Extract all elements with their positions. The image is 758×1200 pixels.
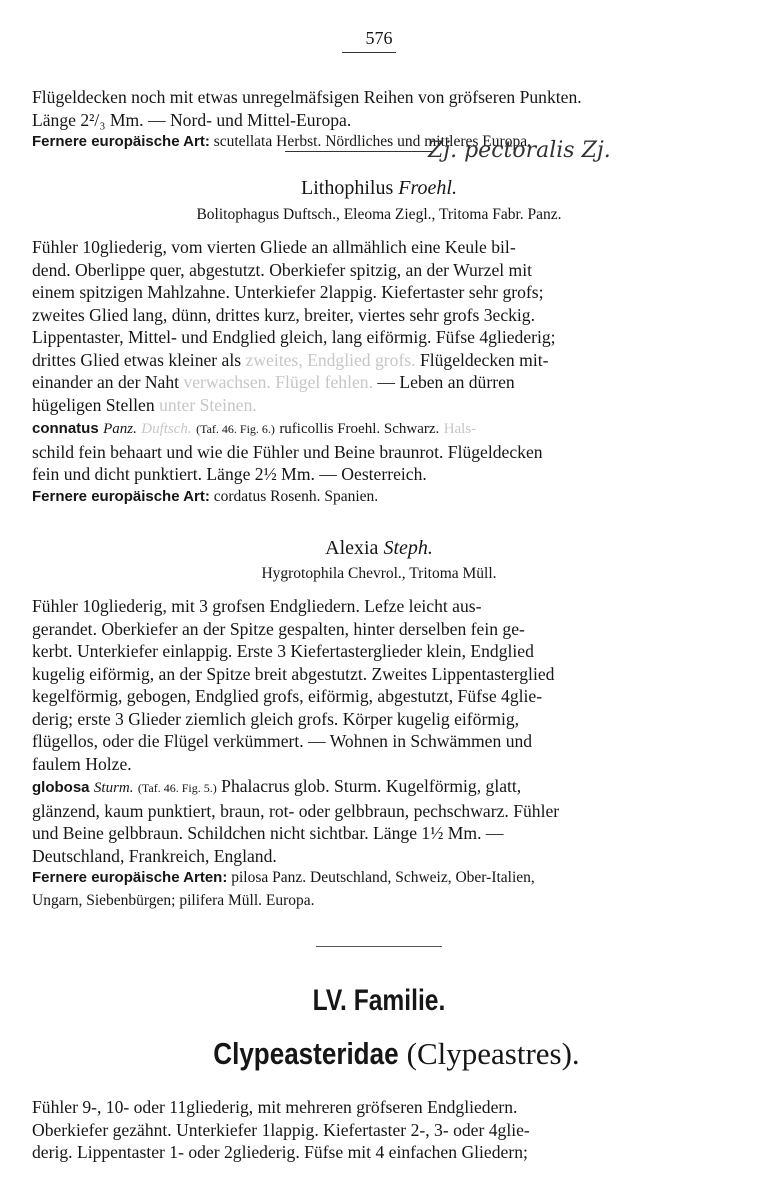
species-line: glänzend, kaum punktiert, braun, rot- oder gelbbraun, pechschwarz. Fühler bbox=[32, 800, 560, 821]
text-run: ruficollis Froehl. Schwarz. bbox=[279, 421, 440, 437]
description-line: einem spitzigen Mahlzahne. Unterkiefer 2lappig. Kiefertaster sehr grofs; bbox=[32, 282, 544, 302]
species-line: und Beine gelbbraun. Schildchen nicht sichtbar. Länge 1½ Mm. — bbox=[32, 823, 504, 843]
intro-paragraph bbox=[32, 86, 726, 154]
alexia-description bbox=[32, 595, 726, 912]
handwritten-annotation: Zj. pectoralis Zj. bbox=[428, 138, 611, 163]
pencil-underline bbox=[285, 151, 432, 152]
further-species-text: scutellata Herbst. Nördliches und mittleres Europa. bbox=[213, 133, 531, 150]
description-line bbox=[32, 371, 726, 394]
genus-synonyms: Hygrotophila Chevrol., Tritoma Müll. bbox=[261, 565, 497, 582]
description-line: kugelig eiförmig, an der Spitze breit abgestutzt. Zweites Lippentasterglied bbox=[32, 663, 555, 684]
text-run: drittes Glied etwas kleiner als bbox=[32, 349, 242, 370]
description-line: kegelförmig, gebogen, Endglied grofs, eiförmig, abgestutzt, Füfse 4glie- bbox=[32, 686, 543, 706]
genus-heading-alexia bbox=[0, 537, 758, 560]
family-name-alt: (Clypeastres). bbox=[406, 1036, 580, 1071]
description-line bbox=[32, 349, 726, 372]
species-line: Deutschland, Frankreich, England. bbox=[32, 845, 277, 866]
description-line: derig; erste 3 Glieder ziemlich gleich grofs. Körper kugelig eiförmig, bbox=[32, 708, 520, 729]
further-species-label: Fernere europäische Art: bbox=[32, 487, 210, 505]
family-number-heading: LV. Familie. bbox=[312, 984, 446, 1017]
genus-name: Lithophilus bbox=[301, 177, 394, 199]
faded-text-run: zweites, Endglied grofs. bbox=[245, 349, 416, 370]
genus-name: Alexia bbox=[325, 537, 379, 559]
faded-text-run: verwachsen. Flügel fehlen. bbox=[183, 372, 373, 392]
text-run: einander an der Naht bbox=[32, 372, 180, 392]
description-line: Oberkiefer gezähnt. Unterkiefer 1lappig. Kiefertaster 2-, 3- oder 4glie- bbox=[32, 1119, 530, 1140]
description-line: derig. Lippentaster 1- oder 2gliederig. Füfse mit 4 einfachen Gliedern; bbox=[32, 1142, 528, 1162]
species-name: connatus bbox=[32, 420, 99, 437]
description-line: Fühler 9-, 10- oder 11gliederig, mit mehreren gröfseren Endgliedern. bbox=[32, 1097, 518, 1117]
family-name: Clypeasteridae bbox=[213, 1036, 399, 1071]
intro-line: Flügeldecken noch mit etwas unregelmäfsigen Reihen von gröfseren Punkten. bbox=[32, 87, 582, 107]
genus-heading-lithophilus bbox=[0, 177, 758, 200]
faded-text-run: Hals- bbox=[443, 421, 477, 437]
species-author: Panz. bbox=[103, 421, 137, 437]
description-line: faulem Holze. bbox=[32, 753, 132, 774]
further-species-text: pilosa Panz. Deutschland, Schweiz, Ober-Italien, bbox=[231, 869, 535, 886]
family-description bbox=[32, 1096, 726, 1164]
lithophilus-description bbox=[32, 236, 726, 508]
section-divider bbox=[316, 946, 442, 947]
text-run: Phalacrus glob. Sturm. Kugelförmig, glatt, bbox=[221, 776, 522, 796]
text-run: Flügeldecken mit- bbox=[419, 349, 549, 370]
further-species bbox=[32, 486, 726, 509]
species-entry-globosa bbox=[32, 775, 726, 800]
species-line: fein und dicht punktiert. Länge 2½ Mm. — Oesterreich. bbox=[32, 464, 427, 484]
species-line: schild fein behaart und wie die Fühler und Beine braunrot. Flügeldecken bbox=[32, 441, 543, 462]
plate-reference: (Taf. 46. Fig. 5.) bbox=[137, 781, 217, 795]
family-name-heading bbox=[0, 1036, 758, 1072]
further-species-label: Fernere europäische Art: bbox=[32, 133, 210, 150]
description-line bbox=[32, 394, 726, 417]
description-line: Fühler 10gliederig, vom vierten Gliede an allmählich eine Keule bil- bbox=[32, 237, 516, 257]
description-line: flügellos, oder die Flügel verkümmert. — Wohnen in Schwämmen und bbox=[32, 731, 533, 751]
description-line: zweites Glied lang, dünn, drittes kurz, breiter, viertes sehr grofs 3eckig. bbox=[32, 304, 536, 325]
description-line: gerandet. Oberkiefer an der Spitze gespalten, hinter derselben fein ge- bbox=[32, 618, 525, 639]
genus-author: Steph. bbox=[383, 537, 433, 559]
text-run: hügeligen Stellen bbox=[32, 394, 155, 415]
description-line: Fühler 10gliederig, mit 3 grofsen Endgliedern. Lefze leicht aus- bbox=[32, 596, 482, 616]
further-species-label: Fernere europäische Arten: bbox=[32, 869, 228, 886]
genus-author: Froehl. bbox=[398, 177, 457, 199]
description-line: dend. Oberlippe quer, abgestutzt. Oberkiefer spitzig, an der Wurzel mit bbox=[32, 259, 532, 280]
species-name: globosa bbox=[32, 779, 90, 796]
page-number: 576 bbox=[365, 28, 393, 48]
faded-text-run: unter Steinen. bbox=[159, 394, 257, 415]
species-author: Sturm. bbox=[93, 780, 134, 796]
page-number-rule bbox=[342, 52, 396, 53]
further-species bbox=[32, 867, 726, 890]
description-line: kerbt. Unterkiefer einlappig. Erste 3 Kiefertasterglieder klein, Endglied bbox=[32, 641, 534, 661]
further-species-text: cordatus Rosenh. Spanien. bbox=[213, 487, 379, 505]
further-species-line: Ungarn, Siebenbürgen; pilifera Müll. Europa. bbox=[32, 891, 315, 909]
plate-reference: (Taf. 46. Fig. 6.) bbox=[196, 422, 275, 436]
genus-synonyms: Bolitophagus Duftsch., Eleoma Ziegl., Tritoma Fabr. Panz. bbox=[196, 206, 562, 223]
text-run: — Leben an dürren bbox=[377, 372, 515, 392]
faded-text-run: Duftsch. bbox=[141, 421, 192, 437]
description-line: Lippentaster, Mittel- und Endglied gleich, lang eiförmig. Füfse 4gliederig; bbox=[32, 327, 556, 347]
species-entry-connatus bbox=[32, 416, 726, 441]
intro-line: Länge 2²/₃ Mm. — Nord- und Mittel-Europa. bbox=[32, 109, 352, 130]
